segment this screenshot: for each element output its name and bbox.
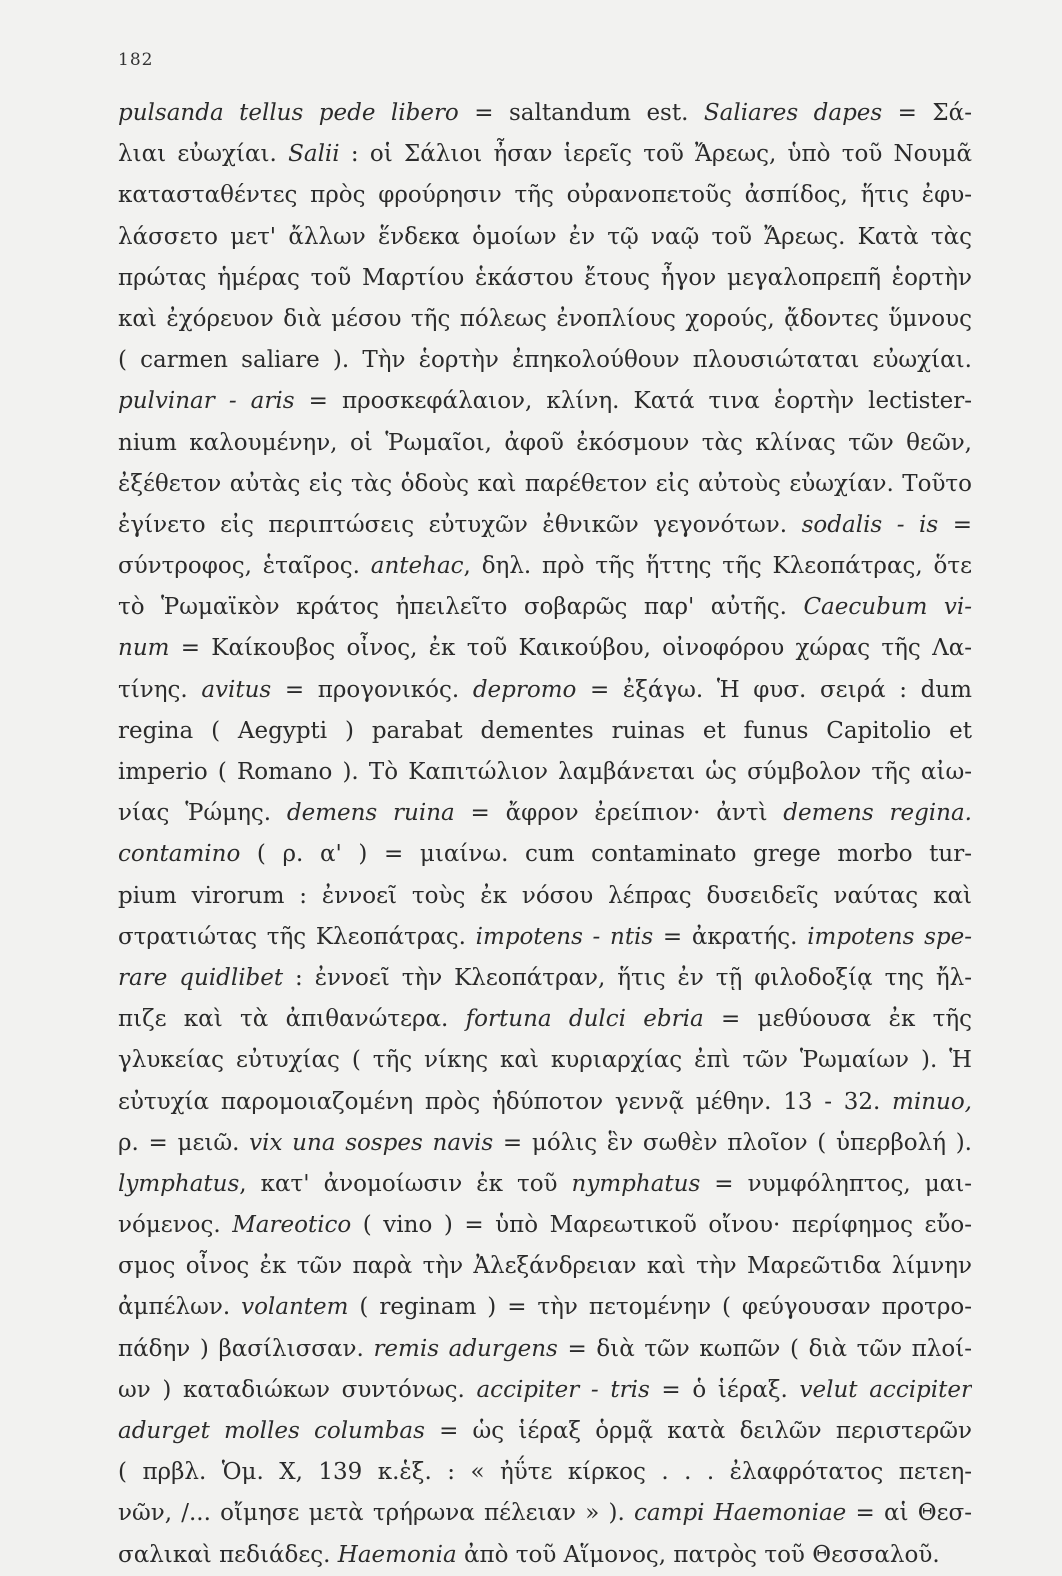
latin-lemma: demens ruina [286,800,455,827]
text-segment: = προγονικός. [271,676,473,703]
text-line [118,175,972,216]
latin-lemma: minuo, [892,1088,972,1115]
text-segment: pium virorum : ἐννοεῖ τοὺς ἐκ νόσου λέπρας δυσειδεῖς ναύτας καὶ [118,882,972,909]
text-line [118,1040,972,1081]
text-segment: ων ) καταδιώκων συντόνως. [118,1376,477,1403]
text-segment: εὐτυχία παρομοιαζομένη πρὸς ἡδύποτον γεννᾷ μέθην. 13 - 32. [118,1088,893,1115]
latin-lemma: depromo [472,676,577,703]
text-segment: = ἀκρατής. [653,923,808,950]
text-line [118,876,972,917]
text-segment: σμος οἶνος ἐκ τῶν παρὰ τὴν Ἀλεξάνδρειαν καὶ τὴν Μαρεῶτιδα λίμνην [118,1253,972,1280]
latin-lemma: fortuna dulci ebria [465,1006,704,1033]
text-segment: ( vino ) = ὑπὸ Μαρεωτικοῦ οἴνου· περίφημος εὔο- [351,1212,972,1239]
text-segment: = μόλις ἓν σωθὲν πλοῖον ( ὑπερβολή ). [493,1129,972,1156]
latin-lemma: antehac [370,553,464,580]
text-line [118,1123,972,1164]
text-segment: = προσκεφάλαιον, κλίνη. Κατά τινα ἑορτὴν lectister- [294,388,972,415]
latin-lemma: impotens - ntis [475,923,654,950]
latin-lemma: avitus [201,676,272,703]
text-line [118,464,972,505]
text-line [118,670,972,711]
text-segment: ρ. = μειῶ. [118,1129,250,1156]
text-line [118,134,972,175]
latin-lemma: sodalis - is [801,511,939,538]
commentary-text [118,93,972,1576]
text-segment: : οἱ Σάλιοι ἦσαν ἱερεῖς τοῦ Ἄρεως, ὑπὸ τοῦ Νουμᾶ [339,141,972,168]
text-segment: σαλικαὶ πεδιάδες. [118,1541,338,1568]
text-segment: σύντροφος, ἑταῖρος. [118,553,371,580]
text-segment: πρώτας ἡμέρας τοῦ Μαρτίου ἑκάστου ἔτους ἦγον μεγαλοπρεπῆ ἑορτὴν [118,264,972,291]
text-line [118,587,972,628]
text-segment: = νυμφόληπτος, μαι- [700,1170,972,1197]
latin-lemma: nymphatus [571,1170,701,1197]
text-segment: γλυκείας εὐτυχίας ( τῆς νίκης καὶ κυριαρχίας ἐπὶ τῶν Ῥωμαίων ). Ἡ [118,1047,972,1074]
text-line [118,1535,972,1576]
text-segment: = saltandum est. [458,100,704,126]
text-line [118,93,972,134]
latin-lemma: pulvinar - aris [118,388,295,415]
latin-lemma: impotens spe- [807,923,972,950]
text-line [118,423,972,464]
text-segment: , κατ' ἀνομοίωσιν ἐκ τοῦ [239,1170,572,1197]
text-segment: ἐγίνετο εἰς περιπτώσεις εὐτυχῶν ἐθνικῶν γεγονότων. [118,511,802,538]
text-segment: νῶν, /... οἴμησε μετὰ τρήρωνα πέλειαν » ). [118,1500,635,1527]
text-segment: πιζε καὶ τὰ ἀπιθανώτερα. [118,1006,466,1033]
text-segment: = ἄφρον ἐρείπιον· ἀντὶ [454,800,784,827]
latin-lemma: Mareotico [232,1212,352,1239]
text-line [118,834,972,875]
text-segment: imperio ( Romano ). Τὸ Καπιτώλιον λαμβάνεται ὡς σύμβολον τῆς αἰω- [118,759,972,785]
text-line [118,628,972,669]
text-segment: ( ρ. α' ) = μιαίνω. cum contaminato grege morbo tur- [240,841,972,868]
text-line [118,381,972,422]
text-line [118,299,972,340]
latin-lemma: accipiter - tris [476,1376,650,1403]
text-line [118,340,972,381]
page-number: 182 [118,50,154,70]
latin-lemma: Salii [288,141,340,168]
text-line [118,1452,972,1493]
latin-lemma: num [118,635,170,662]
text-segment: ἀμπέλων. [118,1294,242,1321]
latin-lemma: Saliares dapes [703,100,883,126]
latin-lemma: contamino [118,841,241,868]
text-line [118,505,972,546]
text-line [118,752,972,793]
text-line [118,999,972,1040]
text-segment: = Σά- [882,100,972,126]
text-segment: regina ( Aegypti ) parabat dementes ruinas et funus Capitolio et [118,717,972,744]
text-segment: = αἱ Θεσ- [846,1500,972,1527]
latin-lemma: demens regina. [783,800,972,827]
text-line [118,217,972,258]
text-segment: λάσσετο μετ' ἄλλων ἕνδεκα ὁμοίων ἐν τῷ ναῷ τοῦ Ἄρεως. Κατὰ τὰς [118,223,972,250]
text-segment: λιαι εὐωχίαι. [118,141,289,168]
text-line [118,1205,972,1246]
text-line [118,711,972,752]
latin-lemma: vix una sospes navis [249,1129,494,1156]
latin-lemma: velut accipiter [799,1376,972,1403]
text-segment: ( carmen saliare ). Τὴν ἑορτὴν ἐπηκολούθουν πλουσιώταται εὐωχίαι. [118,347,972,374]
text-segment: νόμενος. [118,1212,233,1239]
latin-lemma: rare quidlibet [118,964,284,991]
latin-lemma: campi Haemoniae [634,1500,847,1527]
text-line [118,958,972,999]
text-line [118,1246,972,1287]
text-segment: ἐξέθετον αὐτὰς εἰς τὰς ὁδοὺς καὶ παρέθετον εἰς αὐτοὺς εὐωχίαν. Τοῦτο [118,470,972,497]
text-segment: τὸ Ῥωμαϊκὸν κράτος ἠπειλεῖτο σοβαρῶς παρ' αὐτῆς. [118,594,804,621]
text-segment: , δηλ. πρὸ τῆς ἥττης τῆς Κλεοπάτρας, ὅτε [463,553,972,580]
text-line [118,917,972,958]
text-segment: ἀπὸ τοῦ Αἵμονος, πατρὸς τοῦ Θεσσαλοῦ. [456,1541,940,1568]
text-segment: κατασταθέντες πρὸς φρούρησιν τῆς οὐρανοπετοῦς ἀσπίδος, ἥτις ἐφυ- [118,182,972,209]
latin-lemma: Haemonia [337,1541,457,1568]
latin-lemma: adurget molles columbas [118,1418,425,1444]
text-segment: = μεθύουσα ἐκ τῆς [703,1006,972,1033]
text-line [118,258,972,299]
text-segment: τίνης. [118,676,202,703]
text-segment: νίας Ῥώμης. [118,800,287,827]
text-line [118,793,972,834]
latin-lemma: pulsanda tellus pede libero [118,100,459,126]
text-line [118,1329,972,1370]
text-segment: = Καίκουβος οἶνος, ἐκ τοῦ Καικούβου, οἰνοφόρου χώρας τῆς Λα- [169,635,972,662]
latin-lemma: remis adurgens [373,1335,558,1362]
text-line [118,1411,972,1452]
text-line [118,1287,972,1328]
latin-lemma: lymphatus [118,1170,240,1197]
text-segment: = [938,511,972,538]
text-segment: καὶ ἐχόρευον διὰ μέσου τῆς πόλεως ἐνοπλίους χορούς, ᾄδοντες ὕμνους [118,305,972,332]
text-line [118,1164,972,1205]
text-segment: ( πρβλ. Ὁμ. X, 139 κ.ἑξ. : « ἠΰτε κίρκος . . . ἐλαφρότατος πετεη- [118,1459,972,1486]
text-line [118,1370,972,1411]
text-segment: ( reginam ) = τὴν πετομένην ( φεύγουσαν προτρο- [348,1294,972,1321]
text-segment: = ἐξάγω. Ἡ φυσ. σειρά : dum [576,676,972,703]
text-line [118,1082,972,1123]
text-segment: = ὁ ἱέραξ. [649,1376,800,1403]
text-segment: = ὡς ἱέραξ ὁρμᾷ κατὰ δειλῶν περιστερῶν [424,1418,972,1444]
text-segment: : ἐννοεῖ τὴν Κλεοπάτραν, ἥτις ἐν τῇ φιλοδοξίᾳ της ἤλ- [283,964,972,991]
text-line [118,546,972,587]
text-segment: = διὰ τῶν κωπῶν ( διὰ τῶν πλοί- [557,1335,972,1362]
latin-lemma: Caecubum vi- [803,594,972,621]
latin-lemma: volantem [241,1294,349,1321]
text-segment: nium καλουμένην, οἱ Ῥωμαῖοι, ἀφοῦ ἐκόσμουν τὰς κλίνας τῶν θεῶν, [118,429,972,456]
text-segment: στρατιώτας τῆς Κλεοπάτρας. [118,923,476,950]
text-segment: πάδην ) βασίλισσαν. [118,1335,374,1362]
